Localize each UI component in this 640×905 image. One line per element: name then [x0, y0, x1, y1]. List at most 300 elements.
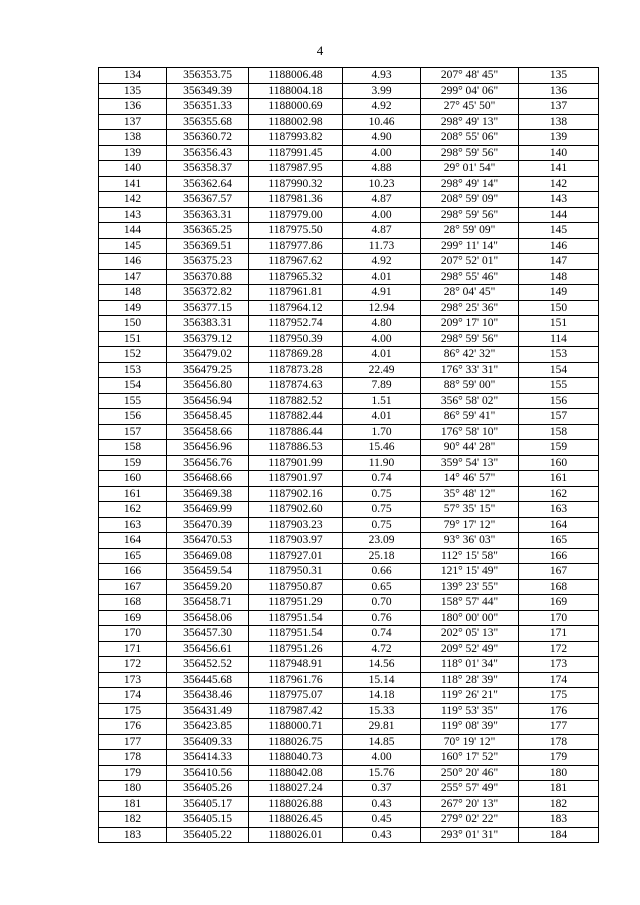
table-row [99, 176, 599, 192]
y-coordinate-cell: 1188026.01 [249, 827, 343, 843]
next-point-cell: 136 [519, 83, 599, 99]
next-point-cell: 173 [519, 657, 599, 673]
next-point-cell: 160 [519, 455, 599, 471]
next-point-cell: 149 [519, 285, 599, 301]
x-coordinate-cell: 356469.99 [167, 502, 249, 518]
next-point-cell: 184 [519, 827, 599, 843]
table-row [99, 378, 599, 394]
x-coordinate-cell: 356351.33 [167, 99, 249, 115]
bearing-cell: 250° 20' 46" [421, 765, 519, 781]
table-row [99, 424, 599, 440]
bearing-cell: 112° 15' 58" [421, 548, 519, 564]
x-coordinate-cell: 356457.30 [167, 626, 249, 642]
bearing-cell: 279° 02' 22" [421, 812, 519, 828]
table-row [99, 781, 599, 797]
bearing-cell: 299° 04' 06" [421, 83, 519, 99]
next-point-cell: 163 [519, 502, 599, 518]
x-coordinate-cell: 356456.80 [167, 378, 249, 394]
bearing-cell: 158° 57' 44" [421, 595, 519, 611]
y-coordinate-cell: 1187950.31 [249, 564, 343, 580]
y-coordinate-cell: 1187961.76 [249, 672, 343, 688]
y-coordinate-cell: 1188002.98 [249, 114, 343, 130]
y-coordinate-cell: 1188000.69 [249, 99, 343, 115]
y-coordinate-cell: 1188040.73 [249, 750, 343, 766]
y-coordinate-cell: 1187993.82 [249, 130, 343, 146]
next-point-cell: 156 [519, 393, 599, 409]
point-number-cell: 137 [99, 114, 167, 130]
next-point-cell: 155 [519, 378, 599, 394]
point-number-cell: 151 [99, 331, 167, 347]
x-coordinate-cell: 356456.96 [167, 440, 249, 456]
bearing-cell: 88° 59' 00" [421, 378, 519, 394]
next-point-cell: 165 [519, 533, 599, 549]
next-point-cell: 137 [519, 99, 599, 115]
point-number-cell: 172 [99, 657, 167, 673]
y-coordinate-cell: 1187882.44 [249, 409, 343, 425]
y-coordinate-cell: 1188026.45 [249, 812, 343, 828]
y-coordinate-cell: 1188027.24 [249, 781, 343, 797]
point-number-cell: 173 [99, 672, 167, 688]
table-row [99, 750, 599, 766]
x-coordinate-cell: 356356.43 [167, 145, 249, 161]
table-row [99, 734, 599, 750]
y-coordinate-cell: 1188042.08 [249, 765, 343, 781]
y-coordinate-cell: 1187991.45 [249, 145, 343, 161]
point-number-cell: 155 [99, 393, 167, 409]
y-coordinate-cell: 1187975.50 [249, 223, 343, 239]
next-point-cell: 161 [519, 471, 599, 487]
x-coordinate-cell: 356458.66 [167, 424, 249, 440]
distance-cell: 4.00 [343, 207, 421, 223]
point-number-cell: 138 [99, 130, 167, 146]
point-number-cell: 156 [99, 409, 167, 425]
distance-cell: 4.00 [343, 145, 421, 161]
table-row [99, 579, 599, 595]
point-number-cell: 181 [99, 796, 167, 812]
x-coordinate-cell: 356358.37 [167, 161, 249, 177]
table-row [99, 269, 599, 285]
y-coordinate-cell: 1187965.32 [249, 269, 343, 285]
x-coordinate-cell: 356355.68 [167, 114, 249, 130]
y-coordinate-cell: 1187873.28 [249, 362, 343, 378]
bearing-cell: 119° 08' 39" [421, 719, 519, 735]
x-coordinate-cell: 356410.56 [167, 765, 249, 781]
next-point-cell: 177 [519, 719, 599, 735]
table-row [99, 223, 599, 239]
bearing-cell: 207° 48' 45" [421, 68, 519, 84]
point-number-cell: 175 [99, 703, 167, 719]
point-number-cell: 160 [99, 471, 167, 487]
point-number-cell: 145 [99, 238, 167, 254]
point-number-cell: 142 [99, 192, 167, 208]
y-coordinate-cell: 1187950.87 [249, 579, 343, 595]
distance-cell: 0.70 [343, 595, 421, 611]
distance-cell: 10.23 [343, 176, 421, 192]
table-row [99, 657, 599, 673]
distance-cell: 0.75 [343, 486, 421, 502]
x-coordinate-cell: 356456.61 [167, 641, 249, 657]
distance-cell: 10.46 [343, 114, 421, 130]
y-coordinate-cell: 1188006.48 [249, 68, 343, 84]
point-number-cell: 149 [99, 300, 167, 316]
x-coordinate-cell: 356414.33 [167, 750, 249, 766]
distance-cell: 4.80 [343, 316, 421, 332]
y-coordinate-cell: 1187981.36 [249, 192, 343, 208]
table-row [99, 192, 599, 208]
bearing-cell: 207° 52' 01" [421, 254, 519, 270]
distance-cell: 0.75 [343, 502, 421, 518]
bearing-cell: 202° 05' 13" [421, 626, 519, 642]
y-coordinate-cell: 1187874.63 [249, 378, 343, 394]
bearing-cell: 208° 59' 09" [421, 192, 519, 208]
table-row [99, 796, 599, 812]
distance-cell: 7.89 [343, 378, 421, 394]
x-coordinate-cell: 356470.53 [167, 533, 249, 549]
point-number-cell: 176 [99, 719, 167, 735]
bearing-cell: 28° 04' 45" [421, 285, 519, 301]
table-row [99, 564, 599, 580]
next-point-cell: 159 [519, 440, 599, 456]
distance-cell: 29.81 [343, 719, 421, 735]
x-coordinate-cell: 356456.76 [167, 455, 249, 471]
next-point-cell: 145 [519, 223, 599, 239]
distance-cell: 0.66 [343, 564, 421, 580]
x-coordinate-cell: 356363.31 [167, 207, 249, 223]
x-coordinate-cell: 356353.75 [167, 68, 249, 84]
point-number-cell: 141 [99, 176, 167, 192]
y-coordinate-cell: 1187882.52 [249, 393, 343, 409]
next-point-cell: 157 [519, 409, 599, 425]
next-point-cell: 166 [519, 548, 599, 564]
distance-cell: 15.46 [343, 440, 421, 456]
x-coordinate-cell: 356405.26 [167, 781, 249, 797]
point-number-cell: 140 [99, 161, 167, 177]
bearing-cell: 118° 01' 34" [421, 657, 519, 673]
distance-cell: 4.72 [343, 641, 421, 657]
distance-cell: 0.37 [343, 781, 421, 797]
distance-cell: 4.01 [343, 409, 421, 425]
x-coordinate-cell: 356379.12 [167, 331, 249, 347]
table-row [99, 703, 599, 719]
table-row [99, 393, 599, 409]
next-point-cell: 182 [519, 796, 599, 812]
y-coordinate-cell: 1187990.32 [249, 176, 343, 192]
distance-cell: 4.87 [343, 192, 421, 208]
point-number-cell: 153 [99, 362, 167, 378]
x-coordinate-cell: 356469.38 [167, 486, 249, 502]
next-point-cell: 180 [519, 765, 599, 781]
next-point-cell: 168 [519, 579, 599, 595]
point-number-cell: 147 [99, 269, 167, 285]
point-number-cell: 150 [99, 316, 167, 332]
point-number-cell: 170 [99, 626, 167, 642]
point-number-cell: 148 [99, 285, 167, 301]
y-coordinate-cell: 1187987.42 [249, 703, 343, 719]
distance-cell: 15.14 [343, 672, 421, 688]
distance-cell: 4.91 [343, 285, 421, 301]
table-row [99, 83, 599, 99]
table-row [99, 362, 599, 378]
next-point-cell: 138 [519, 114, 599, 130]
next-point-cell: 135 [519, 68, 599, 84]
distance-cell: 1.70 [343, 424, 421, 440]
x-coordinate-cell: 356377.15 [167, 300, 249, 316]
y-coordinate-cell: 1187977.86 [249, 238, 343, 254]
x-coordinate-cell: 356362.64 [167, 176, 249, 192]
bearing-cell: 298° 49' 14" [421, 176, 519, 192]
x-coordinate-cell: 356452.52 [167, 657, 249, 673]
y-coordinate-cell: 1187948.91 [249, 657, 343, 673]
point-number-cell: 179 [99, 765, 167, 781]
y-coordinate-cell: 1187902.16 [249, 486, 343, 502]
bearing-cell: 209° 17' 10" [421, 316, 519, 332]
bearing-cell: 359° 54' 13" [421, 455, 519, 471]
x-coordinate-cell: 356405.15 [167, 812, 249, 828]
y-coordinate-cell: 1187951.26 [249, 641, 343, 657]
point-number-cell: 146 [99, 254, 167, 270]
y-coordinate-cell: 1187967.62 [249, 254, 343, 270]
y-coordinate-cell: 1187901.99 [249, 455, 343, 471]
bearing-cell: 139° 23' 55" [421, 579, 519, 595]
table-row [99, 641, 599, 657]
point-number-cell: 174 [99, 688, 167, 704]
y-coordinate-cell: 1187961.81 [249, 285, 343, 301]
bearing-cell: 57° 35' 15" [421, 502, 519, 518]
bearing-cell: 28° 59' 09" [421, 223, 519, 239]
point-number-cell: 158 [99, 440, 167, 456]
bearing-cell: 356° 58' 02" [421, 393, 519, 409]
page-number: 4 [316, 43, 324, 58]
y-coordinate-cell: 1187903.23 [249, 517, 343, 533]
coordinates-table [98, 67, 599, 843]
x-coordinate-cell: 356445.68 [167, 672, 249, 688]
y-coordinate-cell: 1187951.29 [249, 595, 343, 611]
distance-cell: 4.90 [343, 130, 421, 146]
bearing-cell: 35° 48' 12" [421, 486, 519, 502]
point-number-cell: 182 [99, 812, 167, 828]
distance-cell: 14.18 [343, 688, 421, 704]
bearing-cell: 176° 33' 31" [421, 362, 519, 378]
next-point-cell: 172 [519, 641, 599, 657]
y-coordinate-cell: 1188026.88 [249, 796, 343, 812]
table-row [99, 114, 599, 130]
x-coordinate-cell: 356458.06 [167, 610, 249, 626]
y-coordinate-cell: 1187903.97 [249, 533, 343, 549]
next-point-cell: 150 [519, 300, 599, 316]
bearing-cell: 267° 20' 13" [421, 796, 519, 812]
x-coordinate-cell: 356469.08 [167, 548, 249, 564]
distance-cell: 4.93 [343, 68, 421, 84]
x-coordinate-cell: 356459.54 [167, 564, 249, 580]
next-point-cell: 178 [519, 734, 599, 750]
next-point-cell: 162 [519, 486, 599, 502]
distance-cell: 4.01 [343, 269, 421, 285]
x-coordinate-cell: 356458.71 [167, 595, 249, 611]
x-coordinate-cell: 356383.31 [167, 316, 249, 332]
y-coordinate-cell: 1188000.71 [249, 719, 343, 735]
table-row [99, 440, 599, 456]
bearing-cell: 79° 17' 12" [421, 517, 519, 533]
y-coordinate-cell: 1187951.54 [249, 610, 343, 626]
y-coordinate-cell: 1187950.39 [249, 331, 343, 347]
table-row [99, 812, 599, 828]
next-point-cell: 154 [519, 362, 599, 378]
table-row [99, 130, 599, 146]
next-point-cell: 148 [519, 269, 599, 285]
x-coordinate-cell: 356405.17 [167, 796, 249, 812]
x-coordinate-cell: 356369.51 [167, 238, 249, 254]
next-point-cell: 158 [519, 424, 599, 440]
bearing-cell: 298° 59' 56" [421, 207, 519, 223]
point-number-cell: 154 [99, 378, 167, 394]
next-point-cell: 164 [519, 517, 599, 533]
next-point-cell: 169 [519, 595, 599, 611]
x-coordinate-cell: 356468.66 [167, 471, 249, 487]
distance-cell: 4.88 [343, 161, 421, 177]
distance-cell: 0.65 [343, 579, 421, 595]
next-point-cell: 146 [519, 238, 599, 254]
x-coordinate-cell: 356370.88 [167, 269, 249, 285]
x-coordinate-cell: 356405.22 [167, 827, 249, 843]
next-point-cell: 114 [519, 331, 599, 347]
next-point-cell: 151 [519, 316, 599, 332]
table-row [99, 471, 599, 487]
table-row [99, 238, 599, 254]
bearing-cell: 119° 53' 35" [421, 703, 519, 719]
next-point-cell: 139 [519, 130, 599, 146]
distance-cell: 23.09 [343, 533, 421, 549]
distance-cell: 22.49 [343, 362, 421, 378]
x-coordinate-cell: 356409.33 [167, 734, 249, 750]
x-coordinate-cell: 356367.57 [167, 192, 249, 208]
distance-cell: 3.99 [343, 83, 421, 99]
distance-cell: 0.74 [343, 471, 421, 487]
y-coordinate-cell: 1188026.75 [249, 734, 343, 750]
point-number-cell: 135 [99, 83, 167, 99]
bearing-cell: 293° 01' 31" [421, 827, 519, 843]
table-row [99, 331, 599, 347]
next-point-cell: 167 [519, 564, 599, 580]
y-coordinate-cell: 1187951.54 [249, 626, 343, 642]
point-number-cell: 152 [99, 347, 167, 363]
point-number-cell: 180 [99, 781, 167, 797]
table-row [99, 254, 599, 270]
y-coordinate-cell: 1187902.60 [249, 502, 343, 518]
distance-cell: 4.92 [343, 254, 421, 270]
bearing-cell: 86° 59' 41" [421, 409, 519, 425]
table-row [99, 610, 599, 626]
x-coordinate-cell: 356459.20 [167, 579, 249, 595]
distance-cell: 4.92 [343, 99, 421, 115]
bearing-cell: 14° 46' 57" [421, 471, 519, 487]
point-number-cell: 164 [99, 533, 167, 549]
distance-cell: 14.56 [343, 657, 421, 673]
x-coordinate-cell: 356365.25 [167, 223, 249, 239]
distance-cell: 0.75 [343, 517, 421, 533]
distance-cell: 0.43 [343, 827, 421, 843]
table-row [99, 99, 599, 115]
distance-cell: 4.01 [343, 347, 421, 363]
point-number-cell: 144 [99, 223, 167, 239]
point-number-cell: 169 [99, 610, 167, 626]
table-row [99, 595, 599, 611]
y-coordinate-cell: 1187869.28 [249, 347, 343, 363]
next-point-cell: 144 [519, 207, 599, 223]
distance-cell: 15.76 [343, 765, 421, 781]
bearing-cell: 27° 45' 50" [421, 99, 519, 115]
x-coordinate-cell: 356438.46 [167, 688, 249, 704]
point-number-cell: 167 [99, 579, 167, 595]
bearing-cell: 298° 55' 46" [421, 269, 519, 285]
bearing-cell: 299° 11' 14" [421, 238, 519, 254]
bearing-cell: 86° 42' 32" [421, 347, 519, 363]
table-row [99, 161, 599, 177]
y-coordinate-cell: 1188004.18 [249, 83, 343, 99]
next-point-cell: 153 [519, 347, 599, 363]
y-coordinate-cell: 1187886.53 [249, 440, 343, 456]
y-coordinate-cell: 1187979.00 [249, 207, 343, 223]
table-row [99, 827, 599, 843]
y-coordinate-cell: 1187964.12 [249, 300, 343, 316]
point-number-cell: 165 [99, 548, 167, 564]
x-coordinate-cell: 356479.02 [167, 347, 249, 363]
point-number-cell: 143 [99, 207, 167, 223]
x-coordinate-cell: 356470.39 [167, 517, 249, 533]
x-coordinate-cell: 356479.25 [167, 362, 249, 378]
bearing-cell: 70° 19' 12" [421, 734, 519, 750]
bearing-cell: 298° 25' 36" [421, 300, 519, 316]
next-point-cell: 147 [519, 254, 599, 270]
next-point-cell: 170 [519, 610, 599, 626]
point-number-cell: 168 [99, 595, 167, 611]
next-point-cell: 142 [519, 176, 599, 192]
distance-cell: 14.85 [343, 734, 421, 750]
x-coordinate-cell: 356349.39 [167, 83, 249, 99]
bearing-cell: 298° 59' 56" [421, 145, 519, 161]
bearing-cell: 90° 44' 28" [421, 440, 519, 456]
distance-cell: 11.90 [343, 455, 421, 471]
next-point-cell: 174 [519, 672, 599, 688]
next-point-cell: 179 [519, 750, 599, 766]
next-point-cell: 140 [519, 145, 599, 161]
distance-cell: 15.33 [343, 703, 421, 719]
next-point-cell: 181 [519, 781, 599, 797]
table-row [99, 672, 599, 688]
next-point-cell: 176 [519, 703, 599, 719]
bearing-cell: 119° 26' 21" [421, 688, 519, 704]
bearing-cell: 180° 00' 00" [421, 610, 519, 626]
bearing-cell: 298° 49' 13" [421, 114, 519, 130]
distance-cell: 4.00 [343, 331, 421, 347]
point-number-cell: 139 [99, 145, 167, 161]
distance-cell: 12.94 [343, 300, 421, 316]
point-number-cell: 177 [99, 734, 167, 750]
table-row [99, 455, 599, 471]
bearing-cell: 255° 57' 49" [421, 781, 519, 797]
distance-cell: 0.43 [343, 796, 421, 812]
y-coordinate-cell: 1187975.07 [249, 688, 343, 704]
distance-cell: 4.00 [343, 750, 421, 766]
distance-cell: 1.51 [343, 393, 421, 409]
x-coordinate-cell: 356423.85 [167, 719, 249, 735]
distance-cell: 0.74 [343, 626, 421, 642]
x-coordinate-cell: 356456.94 [167, 393, 249, 409]
x-coordinate-cell: 356360.72 [167, 130, 249, 146]
bearing-cell: 160° 17' 52" [421, 750, 519, 766]
table-row [99, 719, 599, 735]
distance-cell: 25.18 [343, 548, 421, 564]
table-row [99, 285, 599, 301]
